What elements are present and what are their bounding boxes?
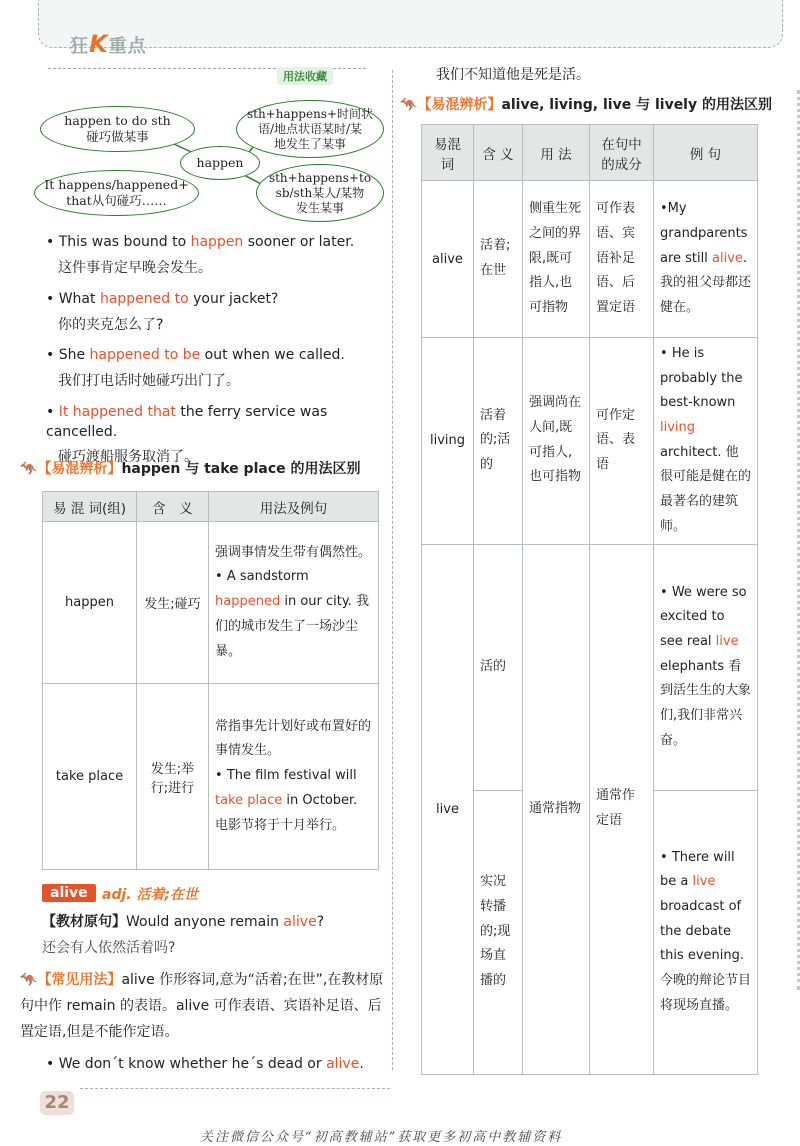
role-cell: 通常作定语 (590, 544, 654, 1074)
last-example-translation: 我们不知道他是死是活。 (436, 67, 590, 83)
col-header: 含 义 (137, 492, 209, 522)
mindmap-top-left: happen to do sth 碰巧做某事 (40, 106, 195, 152)
page-edge-dots (790, 90, 800, 990)
word-cell: alive (422, 181, 474, 338)
alive-living-live-table (421, 124, 758, 1075)
usage-cell: 通常指物 (523, 544, 590, 1074)
mindmap-bottom-right: sth+happens+to sb/sth某人/某物 发生某事 (256, 164, 384, 222)
col-header: 在句中的成分 (590, 125, 654, 181)
mindmap-bottom-left: It happens/happened+ that从句碰巧…… (34, 170, 199, 216)
footer-divider (80, 1088, 390, 1089)
usage-tag: 用法收藏 (277, 67, 333, 85)
usage-cell: 侧重生死之间的界限,既可指人,也可指物 (523, 181, 590, 338)
meaning-cell: 活着的;活的 (474, 338, 523, 545)
usage-cell: 常指事先计划好或布置好的事情发生。 • The film festival will take place in October. 电影节将于十月举行。 (209, 684, 379, 870)
meaning-cell: 发生;碰巧 (137, 522, 209, 684)
example-cell: •My grandparents are still alive. 我的祖父母都还健在。 (654, 181, 758, 338)
table-row (43, 522, 379, 684)
usage-cell: 强调事情发生带有偶然性。 • A sandstorm happened in our city. 我们的城市发生了一场沙尘暴。 (209, 522, 379, 684)
original-sentence: 【教材原句】Would anyone remain alive? 还会有人依然活着吗? (42, 914, 325, 956)
kangaroo-icon: 🦘 (20, 972, 38, 988)
table-row (422, 181, 758, 338)
col-header: 用 法 (523, 125, 590, 181)
column-divider (392, 70, 393, 1070)
word-cell: live (422, 544, 474, 1074)
word-cell: living (422, 338, 474, 545)
kangaroo-icon: 🦘 (20, 461, 38, 477)
example-2: • What happened to your jacket? 你的夹克怎么了? (46, 291, 279, 333)
table-row (422, 338, 758, 545)
brand-logo: 狂K重点 (70, 30, 147, 58)
mindmap-top-right: sth+happens+时间状 语/地点状语某时/某 地发生了某事 (236, 100, 384, 158)
example-cell: • He is probably the best-known living architect. 他很可能是健在的最著名的建筑师。 (654, 338, 758, 545)
usage-cell: 强调尚在人间,既可指人,也可指物 (523, 338, 590, 545)
col-header: 用法及例句 (209, 492, 379, 522)
col-header: 例 句 (654, 125, 758, 181)
common-usage: 🦘【常见用法】alive 作形容词,意为“活着;在世”,在教材原句中作 remain 的表语。alive 可作表语、宾语补足语、后置定语,但是不能作定语。 (20, 972, 384, 1040)
example-1: • This was bound to happen sooner or later. 这件事肯定早晚会发生。 (46, 234, 355, 276)
mindmap-center: happen (180, 146, 260, 180)
meaning-cell: 发生;举行;进行 (137, 684, 209, 870)
word-cell: happen (43, 522, 137, 684)
table-row (422, 544, 758, 790)
last-example: • We don´t know whether he´s dead or alive. (46, 1056, 364, 1072)
kangaroo-icon: 🦘 (400, 97, 418, 113)
page-number: 22 (40, 1091, 74, 1115)
example-3: • She happened to be out when we called. 我们打电话时她碰巧出门了。 (46, 347, 345, 389)
col-header: 含 义 (474, 125, 523, 181)
col-header: 易混词 (422, 125, 474, 181)
example-4: • It happened that the ferry service was cancelled. 碰巧渡船服务取消了。 (46, 404, 328, 466)
confuse-heading-2: 🦘【易混辨析】alive, living, live 与 lively 的用法区别 (400, 97, 772, 113)
col-header: 易 混 词(组) (43, 492, 137, 522)
alive-definition: adj. 活着;在世 (102, 887, 199, 903)
meaning-cell: 活的 (474, 544, 523, 790)
example-cell: • We were so excited to see real live elephants 看到活生生的大象们,我们非常兴奋。 (654, 544, 758, 790)
example-cell: • There will be a live broadcast of the debate this evening. 今晚的辩论节目将现场直播。 (654, 790, 758, 1074)
confuse-heading-1: 🦘【易混辨析】happen 与 take place 的用法区别 (20, 461, 361, 477)
happen-table (42, 491, 379, 870)
meaning-cell: 活着;在世 (474, 181, 523, 338)
alive-word-tag: alive (42, 884, 96, 902)
meaning-cell: 实况转播的;现场直播的 (474, 790, 523, 1074)
top-banner (38, 0, 783, 48)
role-cell: 可作表语、宾语补足语、后置定语 (590, 181, 654, 338)
footer-text: 关注微信公众号“初高教辅站”获取更多初高中教辅资料 (200, 1130, 563, 1145)
happen-mindmap (34, 100, 384, 225)
table-row (43, 684, 379, 870)
word-cell: take place (43, 684, 137, 870)
role-cell: 可作定语、表语 (590, 338, 654, 545)
